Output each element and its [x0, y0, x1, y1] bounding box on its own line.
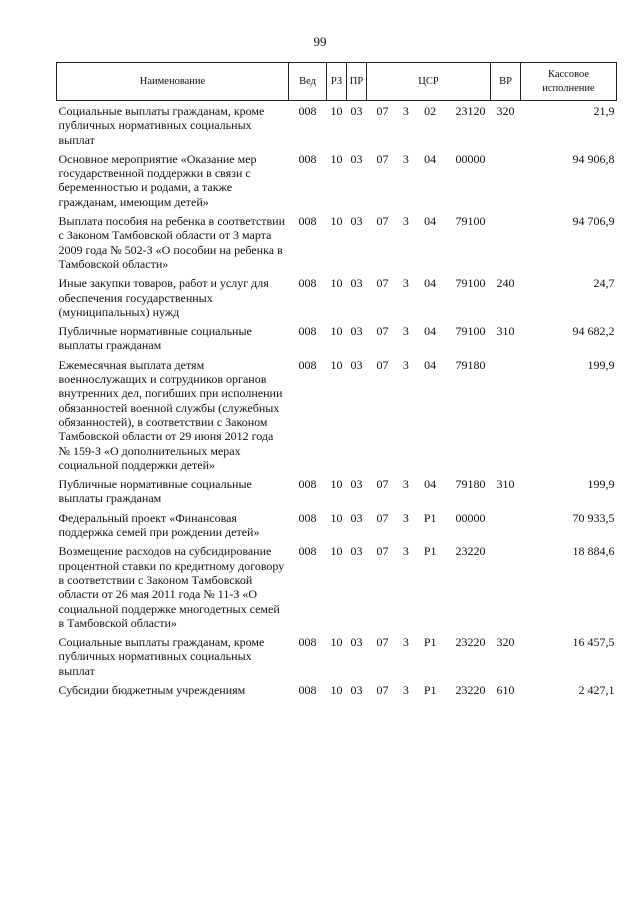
row-pr: 03 — [350, 682, 363, 697]
row-pr: 03 — [350, 477, 363, 492]
row-csr — [367, 324, 491, 358]
row-csr-part: 3 — [402, 324, 409, 339]
row-rz: 10 — [330, 477, 343, 492]
row-amount: 94 906,8 — [572, 151, 615, 166]
row-csr — [367, 635, 491, 683]
row-amount: 70 933,5 — [572, 510, 615, 525]
row-vr — [491, 358, 521, 477]
row-rz: 10 — [330, 635, 343, 650]
row-csr-part: P1 — [423, 544, 437, 559]
row-vr — [491, 511, 521, 545]
budget-table — [56, 62, 617, 702]
row-csr-part: 23220 — [455, 635, 486, 650]
row-name: Социальные выплаты гражданам, кроме публичных нормативных социальных выплат — [58, 104, 265, 147]
row-csr-part: P1 — [423, 510, 437, 525]
row-pr: 03 — [350, 151, 363, 166]
row-csr-part: 04 — [424, 324, 437, 339]
row-ved: 008 — [298, 510, 317, 525]
row-csr-part: 23220 — [455, 682, 486, 697]
row-csr-part: 07 — [376, 214, 389, 229]
row-csr-part: 3 — [402, 510, 409, 525]
row-csr — [367, 511, 491, 545]
table-row — [57, 324, 617, 358]
row-ved: 008 — [298, 544, 317, 559]
row-ved: 008 — [298, 682, 317, 697]
row-csr-part: 23120 — [455, 104, 486, 118]
row-csr-part: 04 — [424, 477, 437, 492]
row-pr: 03 — [350, 510, 363, 525]
row-ved: 008 — [298, 276, 317, 291]
row-rz: 10 — [330, 214, 343, 229]
row-name: Публичные нормативные социальные выплаты гражданам — [58, 324, 252, 353]
row-csr-part: 79180 — [455, 477, 486, 492]
table-row — [57, 477, 617, 511]
row-csr-part: 07 — [376, 104, 389, 118]
header-ved: Вед — [289, 63, 327, 101]
header-name: Наименование — [57, 63, 289, 101]
row-amount: 24,7 — [593, 276, 615, 291]
row-amount: 16 457,5 — [572, 635, 615, 650]
table-row — [57, 511, 617, 545]
row-name: Выплата пособия на ребенка в соответствии с Законом Тамбовской области от 3 марта 2009 года № 502-З «О пособии на ребенка в Тамбовской области» — [58, 214, 286, 271]
row-pr: 03 — [350, 544, 363, 559]
row-ved: 008 — [298, 104, 317, 118]
row-csr-part: 3 — [402, 544, 409, 559]
header-rz: РЗ — [327, 63, 347, 101]
row-csr-part: 07 — [376, 324, 389, 339]
header-amount: Кассовое исполнение — [521, 63, 617, 101]
row-pr: 03 — [350, 357, 363, 372]
row-csr-part: 79100 — [455, 214, 486, 229]
row-csr-part: 04 — [424, 151, 437, 166]
row-name: Возмещение расходов на субсидирование процентной ставки по кредитному договору в соответствии с Законом Тамбовской области от 26 мая 2011 года № 11-З «О социальной поддержке многодетных семей в Тамбовской области» — [58, 544, 285, 630]
table-row — [57, 635, 617, 683]
row-amount: 94 706,9 — [572, 214, 615, 229]
table-row — [57, 358, 617, 477]
row-csr-part: 04 — [424, 214, 437, 229]
row-name: Ежемесячная выплата детям военнослужащих и сотрудников органов внутренних дел, погибших при исполнении обязанностей военной службы (служебных обязанностей), в соответствии с Законом Тамбовской области от 29 июня 2012 года № 159-З «О дополнительных мерах социальной поддержки детей» — [58, 357, 283, 472]
table-row — [57, 104, 617, 152]
row-csr-part: 04 — [424, 276, 437, 291]
row-csr-part: 3 — [402, 214, 409, 229]
table-body — [57, 101, 617, 703]
row-csr — [367, 683, 491, 702]
row-csr-part: 07 — [376, 357, 389, 372]
row-csr-part: 07 — [376, 544, 389, 559]
header-csr: ЦСР — [367, 63, 491, 101]
row-name: Иные закупки товаров, работ и услуг для обеспечения государственных (муниципальных) нужд — [58, 276, 269, 319]
header-pr: ПР — [347, 63, 367, 101]
page-number: 99 — [313, 34, 327, 49]
row-pr: 03 — [350, 324, 363, 339]
row-csr-part: 3 — [402, 151, 409, 166]
row-ved: 008 — [298, 357, 317, 372]
row-csr-part: 3 — [402, 477, 409, 492]
table-row — [57, 683, 617, 702]
row-csr-part: 3 — [402, 635, 409, 650]
row-pr: 03 — [350, 214, 363, 229]
row-csr-part: 23220 — [455, 544, 486, 559]
row-name: Социальные выплаты гражданам, кроме публичных нормативных социальных выплат — [58, 635, 265, 678]
row-amount: 199,9 — [587, 357, 615, 372]
row-ved: 008 — [298, 635, 317, 650]
row-csr-part: 3 — [402, 682, 409, 697]
row-name: Субсидии бюджетным учреждениям — [58, 682, 246, 697]
row-vr — [491, 544, 521, 635]
row-vr: 310 — [496, 324, 515, 339]
table-row — [57, 214, 617, 276]
row-csr-part: 00000 — [455, 510, 486, 525]
row-csr-part: 07 — [376, 510, 389, 525]
table-row — [57, 152, 617, 214]
row-rz: 10 — [330, 544, 343, 559]
row-ved: 008 — [298, 151, 317, 166]
row-name: Публичные нормативные социальные выплаты гражданам — [58, 477, 252, 506]
row-rz: 10 — [330, 104, 343, 118]
row-pr: 03 — [350, 635, 363, 650]
row-csr — [367, 358, 491, 477]
table-row — [57, 544, 617, 635]
row-csr-part: 07 — [376, 276, 389, 291]
row-name: Основное мероприятие «Оказание мер государственной поддержки в связи с беременностью и родами, а также гражданам, имеющим детей» — [58, 151, 257, 209]
row-ved: 008 — [298, 324, 317, 339]
row-csr-part: 07 — [376, 682, 389, 697]
table-header-row — [57, 63, 617, 101]
header-vr: ВР — [491, 63, 521, 101]
row-csr — [367, 214, 491, 276]
row-csr-part: 3 — [402, 357, 409, 372]
row-rz: 10 — [330, 510, 343, 525]
row-csr — [367, 477, 491, 511]
row-vr: 310 — [496, 477, 515, 492]
row-amount: 199,9 — [587, 477, 615, 492]
row-vr: 240 — [496, 276, 515, 291]
row-csr-part: P1 — [423, 635, 437, 650]
table-row — [57, 276, 617, 324]
row-rz: 10 — [330, 151, 343, 166]
row-csr-part: 07 — [376, 635, 389, 650]
row-csr-part: 07 — [376, 477, 389, 492]
row-csr-part: 04 — [424, 357, 437, 372]
row-csr-part: P1 — [423, 682, 437, 697]
row-ved: 008 — [298, 477, 317, 492]
row-csr-part: 79180 — [455, 357, 486, 372]
row-name: Федеральный проект «Финансовая поддержка семей при рождении детей» — [58, 510, 260, 540]
row-vr: 320 — [496, 635, 515, 650]
row-amount: 2 427,1 — [578, 682, 615, 697]
row-vr — [491, 214, 521, 276]
row-vr — [491, 152, 521, 214]
row-csr-part: 79100 — [455, 324, 486, 339]
row-csr — [367, 104, 491, 152]
row-rz: 10 — [330, 276, 343, 291]
row-csr-part: 79100 — [455, 276, 486, 291]
row-amount: 94 682,2 — [572, 324, 615, 339]
row-ved: 008 — [298, 214, 317, 229]
row-amount: 21,9 — [593, 104, 615, 118]
row-csr-part: 3 — [402, 276, 409, 291]
row-csr-part: 00000 — [455, 151, 486, 166]
row-rz: 10 — [330, 357, 343, 372]
row-csr — [367, 544, 491, 635]
row-csr-part: 07 — [376, 151, 389, 166]
row-vr: 610 — [496, 682, 515, 697]
row-csr — [367, 152, 491, 214]
row-csr-part: 02 — [424, 104, 437, 118]
row-csr-part: 3 — [402, 104, 409, 118]
row-pr: 03 — [350, 276, 363, 291]
row-vr: 320 — [496, 104, 515, 118]
row-amount: 18 884,6 — [572, 544, 615, 559]
row-rz: 10 — [330, 324, 343, 339]
row-rz: 10 — [330, 682, 343, 697]
row-pr: 03 — [350, 104, 363, 118]
row-csr — [367, 276, 491, 324]
